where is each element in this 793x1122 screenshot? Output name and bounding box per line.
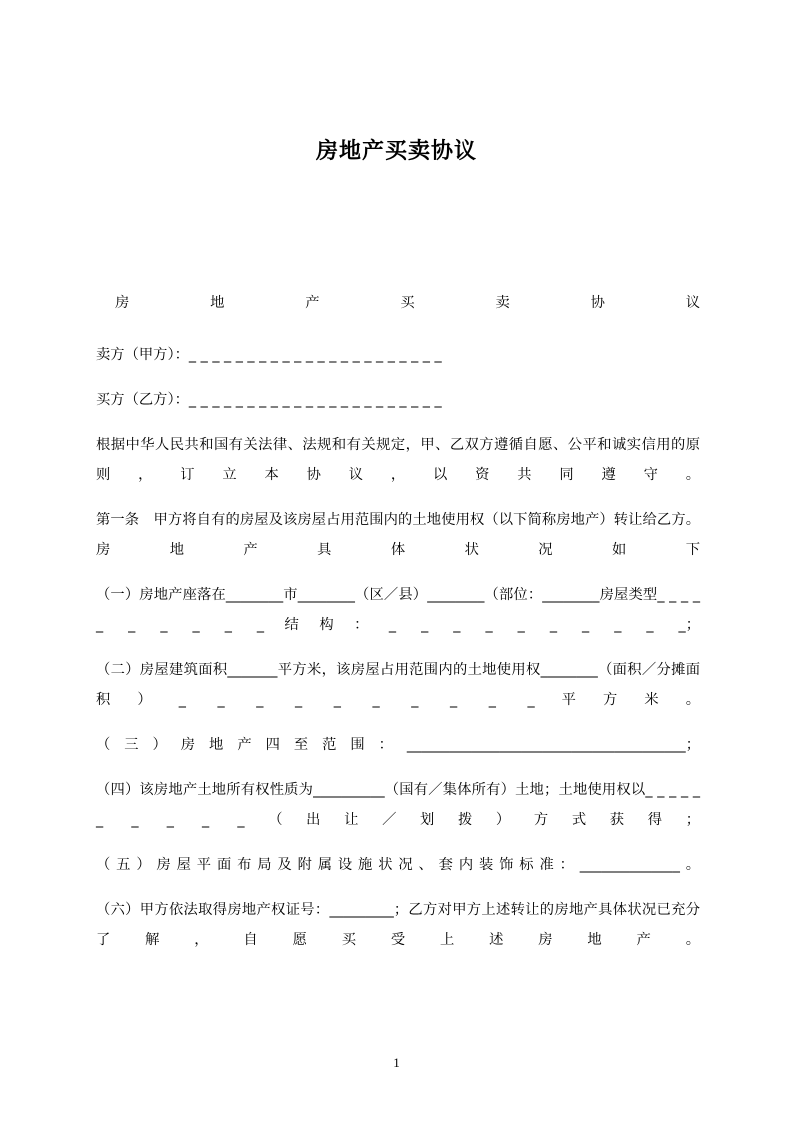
- page-number: 1: [393, 1055, 400, 1070]
- clause-item-1: （一）房地产座落在________市________（区／县）________（部位：________房屋类型_ _ _ _ _ _ _ _ _ _结构：_ _ _ _ _ _ _ _ _ _；: [96, 587, 705, 633]
- seller-party-line: 卖方（甲方）：_ _ _ _ _ _ _ _ _ _ _ _ _ _ _ _ _ _ _ _ _ _: [96, 347, 442, 363]
- body-heading-line: 房 地 产 买 卖 协 议: [96, 295, 700, 311]
- preamble-paragraph: 根据中华人民共和国有关法律、法规和有关规定，甲、乙双方遵循自愿、公平和诚实信用的原则，订立本协议，以资共同遵守。: [96, 437, 700, 483]
- clause-item-2: （二）房屋建筑面积_______平方米，该房屋占用范围内的土地使用权________（面积／分摊面积）_ _ _ _ _ _ _ _ _ _平方米。: [96, 662, 700, 708]
- clause-item-6: （六）甲方依法取得房地产权证号：_________；乙方对甲方上述转让的房地产具体状况已充分了解，自愿买受上述房地产。: [96, 902, 700, 948]
- page-title: 房地产买卖协议: [315, 139, 477, 164]
- clause-item-4: （四）该房地产土地所有权性质为__________（国有／集体所有）土地；土地使用权以_ _ _ _ _ _ _ _ _ _（出让／划拨）方式获得；: [96, 782, 705, 828]
- document-body: [96, 288, 705, 970]
- buyer-party-line: 买方（乙方）：_ _ _ _ _ _ _ _ _ _ _ _ _ _ _ _ _ _ _ _ _ _: [96, 392, 442, 408]
- article-one-paragraph: 第一条 甲方将自有的房屋及该房屋占用范围内的土地使用权（以下简称房地产）转让给乙方。房地产具体状况如下: [96, 512, 700, 558]
- clause-item-3: （三）房地产四至范围：_______________________________________；: [96, 737, 700, 753]
- clause-item-5: （五）房屋平面布局及附属设施状况、套内装饰标准：______________。: [96, 857, 700, 873]
